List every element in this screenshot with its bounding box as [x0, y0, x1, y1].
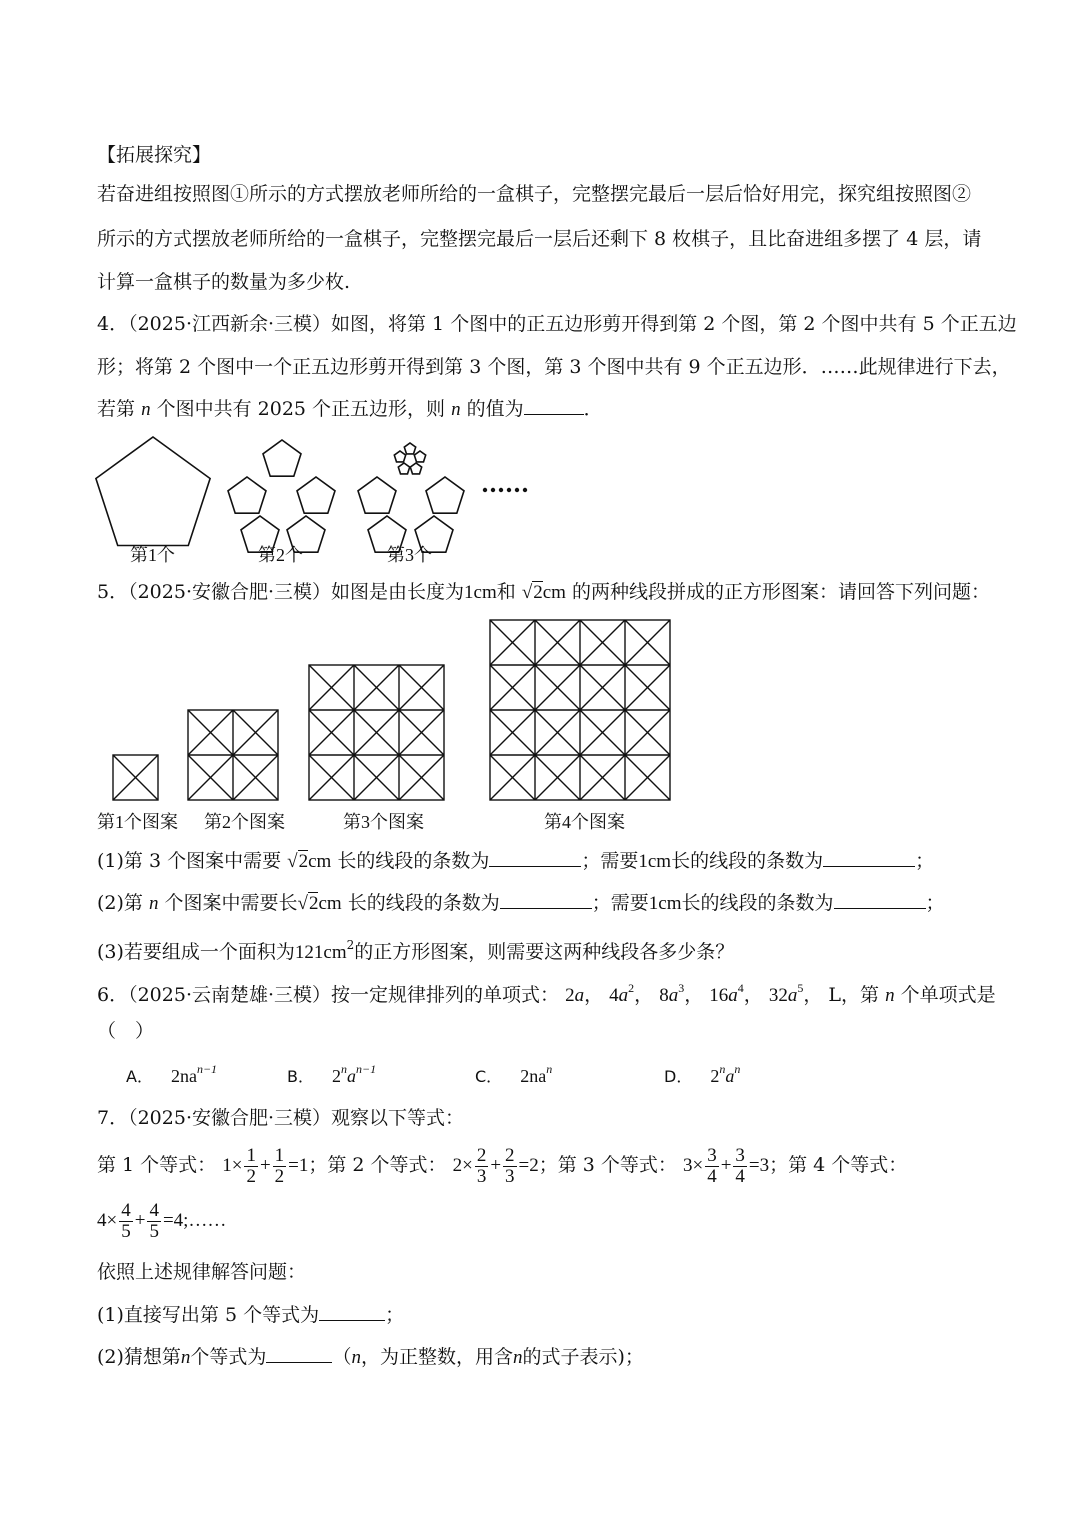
- ellipsis-symbol: L: [828, 984, 842, 1006]
- pentagon-small-5: [410, 463, 421, 474]
- term-1: 2a: [565, 985, 585, 1006]
- pentagon-fig3-2: [426, 477, 464, 513]
- pattern-caption-2: 第2个图案: [204, 812, 285, 832]
- pattern-caption-4: 第4个图案: [544, 812, 625, 832]
- q7-line-1: 7．（2025·安徽合肥·三模）观察以下等式：: [97, 1107, 465, 1129]
- fig-caption-2: 第2个: [258, 545, 303, 565]
- intro-line-1: 若奋进组按照图①所示的方式摆放老师所给的一盒棋子，完整摆完最后一层后恰好用完，探究组按照图②: [97, 183, 972, 205]
- var-n: n: [451, 399, 461, 420]
- q5-part-3: (3)若要组成一个面积为$121cm^2$的正方形图案，则需要这两种线段各多少条？: [97, 938, 735, 963]
- equation-1: 1× $\frac{1}{2}$ + $\frac{1}{2}$ =1: [222, 1145, 309, 1188]
- term-2: $4a^2$: [609, 981, 635, 1006]
- q4-line-3: 若第 n 个图中共有 2025 个正五边形，则 n 的值为 ．: [97, 398, 603, 420]
- pentagon-fig3-1: [358, 477, 396, 513]
- option-a[interactable]: A． $2na^{n-1}$: [126, 1062, 218, 1086]
- section-title: 【拓展探究】: [97, 144, 212, 166]
- pentagon-fig2-2: [228, 477, 266, 513]
- fig-caption-3: 第3个: [387, 545, 432, 565]
- q7-equations: 第 1 个等式： 1× $\frac{1}{2}$ + $\frac{1}{2}$ =1；第 2 个等式： 2× $\frac{2}{3}$ + $\frac{2}{3}$ =2；第 3 个等式： 3× $\frac{3}{4}$ + $\frac{3}{4}$ =3；第 4 个等式：: [97, 1145, 908, 1188]
- answer-blank[interactable]: [834, 908, 926, 909]
- pattern-caption-3: 第3个图案: [343, 812, 424, 832]
- q5-line-1: 5．（2025·安徽合肥·三模）如图是由长度为1cm和 √2cm 的两种线段拼成的正方形图案：请回答下列问题：: [97, 581, 991, 603]
- q7-instruction: 依照上述规律解答问题：: [97, 1261, 307, 1283]
- option-c[interactable]: C． $2na^n$: [475, 1062, 553, 1086]
- equation-4: 4× $\frac{4}{5}$ + $\frac{4}{5}$ =4;……: [97, 1200, 227, 1243]
- intro-line-2: 所示的方式摆放老师所给的一盒棋子，完整摆完最后一层后还剩下 8 枚棋子，且比奋进组多摆了 4 层，请: [97, 228, 982, 250]
- answer-blank[interactable]: [489, 866, 581, 867]
- answer-blank[interactable]: [500, 908, 592, 909]
- dot-1: [483, 488, 487, 492]
- q4-line-1: 4．（2025·江西新余·三模）如图，将第 1 个图中的正五边形剪开得到第 2 个图，第 2 个图中共有 5 个正五边: [97, 313, 1017, 335]
- q6-line-1: 6．（2025·云南楚雄·三模）按一定规律排列的单项式： 2a， $4a^2$， $8a^3$， $16a^4$， $32a^5$， L，第 n 个单项式是: [97, 981, 996, 1006]
- equation-3: 3× $\frac{3}{4}$ + $\frac{3}{4}$ =3: [682, 1145, 770, 1188]
- answer-blank[interactable]: [823, 866, 915, 867]
- dot-6: [523, 488, 527, 492]
- var-n: n: [141, 399, 151, 420]
- pattern-caption-1: 第1个图案: [97, 812, 178, 832]
- answer-blank[interactable]: [319, 1320, 385, 1321]
- term-4: $16a^4$: [709, 981, 744, 1006]
- pentagon-small-1: [404, 443, 415, 454]
- pentagon-fig2-3: [297, 477, 335, 513]
- term-3: $8a^3$: [659, 981, 685, 1006]
- pentagon-large: [96, 437, 210, 546]
- term-5: $32a^5$: [768, 981, 804, 1006]
- option-b[interactable]: B． $2^na^{n-1}$: [287, 1062, 377, 1086]
- q7-equation-4: [97, 1198, 226, 1243]
- dot-5: [515, 488, 519, 492]
- option-d[interactable]: D． $2^na^n$: [664, 1062, 741, 1086]
- q7-part-1: (1)直接写出第 5 个等式为 ；: [97, 1304, 405, 1326]
- equation-2: 2× $\frac{2}{3}$ + $\frac{2}{3}$ =2: [452, 1145, 539, 1188]
- dot-2: [491, 488, 495, 492]
- q5-part-2: (2)第 n 个图案中需要长√2cm 长的线段的条数为 ；需要1cm长的线段的条数为 ；: [97, 892, 945, 914]
- square-patterns-figure: [0, 615, 1080, 815]
- dot-4: [507, 488, 511, 492]
- q5-part-1: (1)第 3 个图案中需要 √2cm 长的线段的条数为 ；需要1cm长的线段的条数为 ；: [97, 850, 935, 872]
- sqrt2-expr: √2cm: [521, 582, 566, 603]
- fig-caption-1: 第1个: [130, 545, 175, 565]
- q6-paren: （ ）: [97, 1020, 155, 1042]
- q7-part-2: (2)猜想第n个等式为 （n，为正整数，用含n的式子表示)；: [97, 1346, 644, 1368]
- q4-line-2: 形；将第 2 个图中一个正五边形剪开得到第 3 个图，第 3 个图中共有 9 个正五边形．……此规律进行下去，: [97, 356, 1011, 378]
- pentagon-small-2: [394, 451, 405, 462]
- pentagon-fig2-1: [263, 440, 301, 476]
- intro-line-3: 计算一盒棋子的数量为多少枚.: [97, 271, 351, 293]
- answer-blank[interactable]: [266, 1362, 332, 1363]
- pentagon-small-4: [398, 463, 409, 474]
- pentagon-small-3: [414, 451, 425, 462]
- dot-3: [499, 488, 503, 492]
- answer-blank[interactable]: [524, 414, 584, 415]
